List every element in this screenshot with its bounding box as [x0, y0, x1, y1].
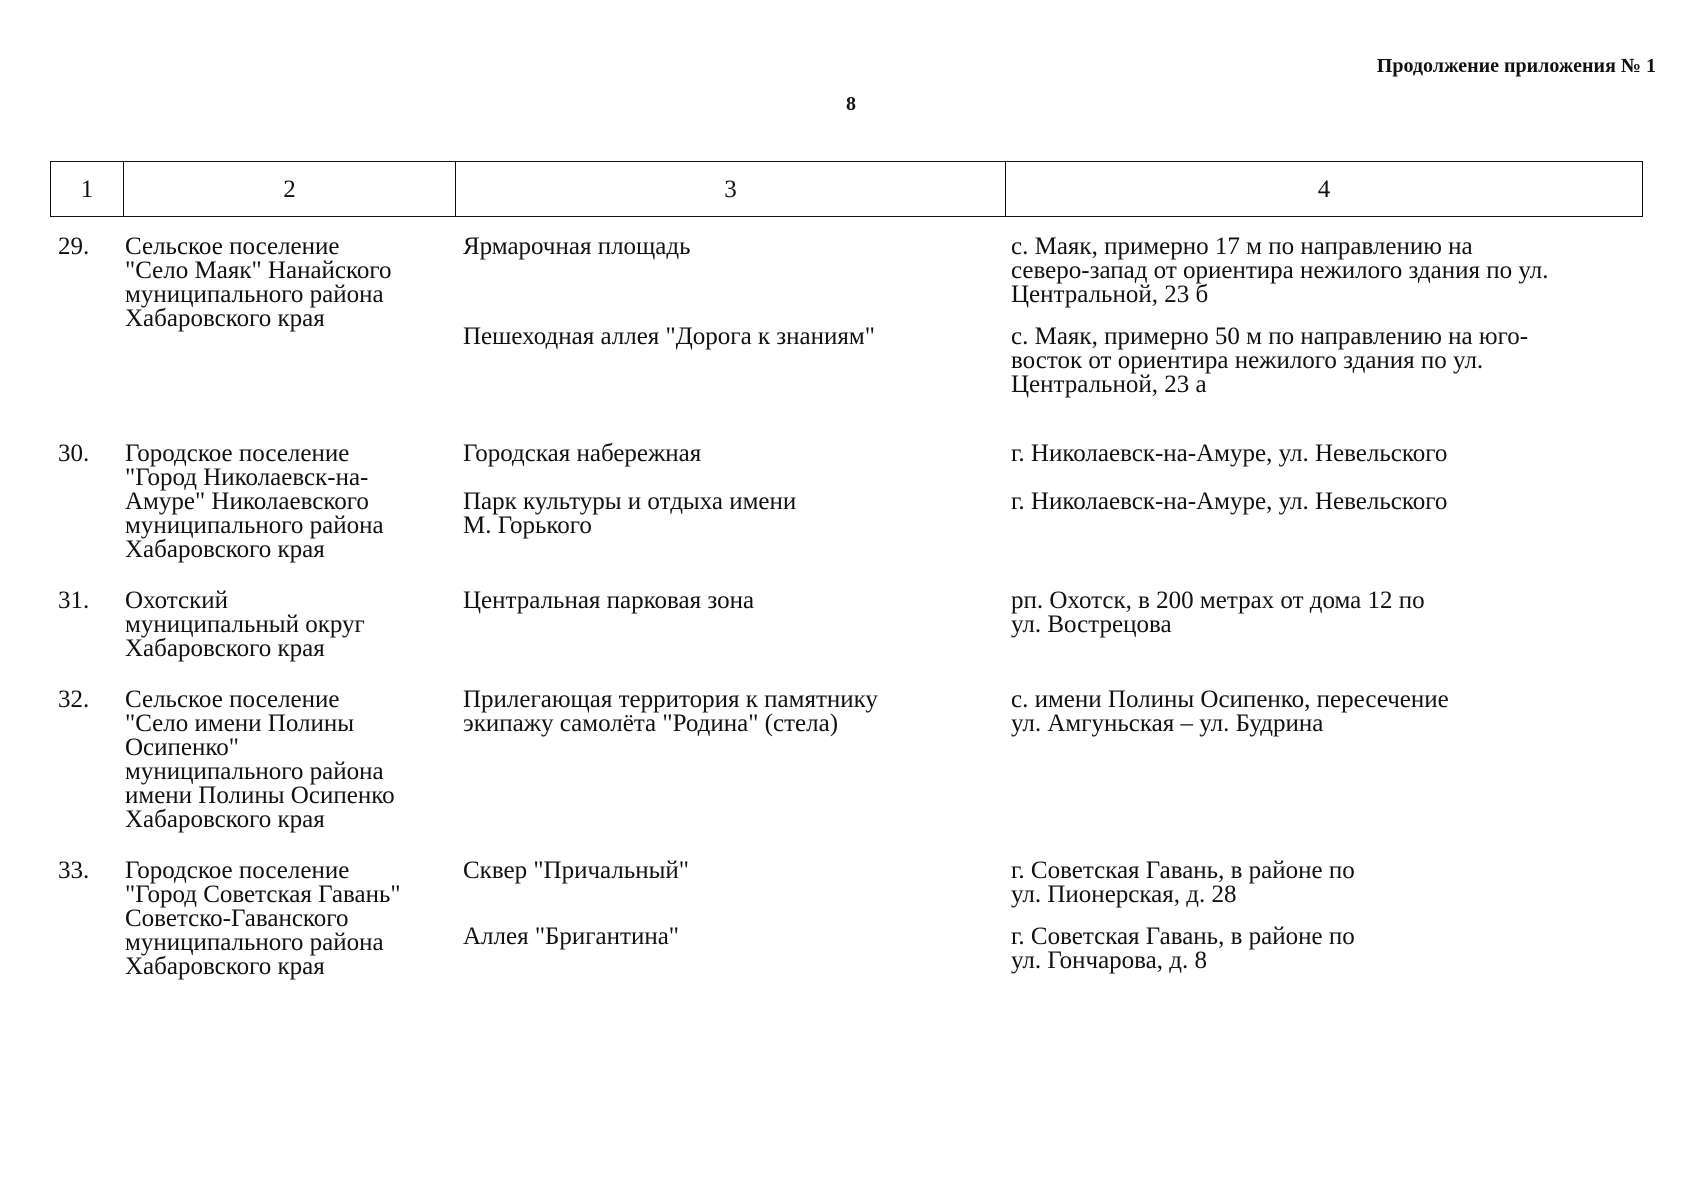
- row-number: 31.: [58, 587, 90, 614]
- object-name: Городская набережная: [463, 440, 702, 467]
- object-address: рп. Охотск, в 200 метрах от дома 12 по ул. Вострецова: [1011, 587, 1425, 638]
- municipality-name: Сельское поселение "Село Маяк" Нанайского муниципального района Хабаровского края: [125, 233, 392, 332]
- object-address: с. имени Полины Осипенко, пересечение ул. Амгуньская – ул. Будрина: [1011, 686, 1449, 737]
- row-entries: [455, 442, 1643, 562]
- column-header-3: 3: [456, 162, 1006, 216]
- object-name: Прилегающая территория к памятнику экипажу самолёта "Родина" (стела): [463, 686, 878, 737]
- object-address: с. Маяк, примерно 50 м по направлению на юго- восток от ориентира нежилого здания по ул. Центральной, 23 а: [1011, 323, 1529, 398]
- column-header-4: 4: [1317, 175, 1331, 203]
- object-address: г. Советская Гавань, в районе по ул. Пионерская, д. 28: [1011, 857, 1355, 908]
- table-row: [50, 442, 1643, 562]
- municipality-name: Охотский муниципальный округ Хабаровского края: [125, 587, 365, 662]
- object-address: г. Советская Гавань, в районе по ул. Гончарова, д. 8: [1011, 923, 1355, 974]
- municipality-name: Городское поселение "Город Советская Гавань" Советско-Гаванского муниципального района Хабаровского края: [125, 857, 401, 980]
- municipality-name: Городское поселение "Город Николаевск-на- Амуре" Николаевского муниципального района Хабаровского края: [125, 440, 384, 563]
- object-name: Аллея "Бригантина": [463, 923, 680, 950]
- table-row: [50, 688, 1643, 832]
- object-address: с. Маяк, примерно 17 м по направлению на северо-запад от ориентира нежилого здания по ул. Центральной, 23 б: [1011, 233, 1549, 308]
- row-number: 29.: [58, 233, 90, 260]
- object-name: Парк культуры и отдыха имени М. Горького: [463, 488, 797, 539]
- column-header-1: 1: [51, 162, 124, 216]
- object-name: Центральная парковая зона: [463, 587, 755, 614]
- object-name: Ярмарочная площадь: [463, 233, 691, 260]
- table-row: [50, 235, 1643, 415]
- row-entries: [455, 688, 1643, 832]
- continuation-label: Продолжение приложения № 1: [1376, 55, 1656, 77]
- municipality-name: Сельское поселение "Село имени Полины Осипенко" муниципального района имени Полины Осипенко Хабаровского края: [125, 686, 395, 833]
- row-number: 33.: [58, 857, 90, 884]
- row-entries: [455, 859, 1643, 991]
- object-name: Пешеходная аллея "Дорога к знаниям": [463, 323, 875, 350]
- row-number: 32.: [58, 686, 90, 713]
- row-number: 30.: [58, 440, 90, 467]
- row-entries: [455, 235, 1643, 415]
- table-row: [50, 589, 1643, 661]
- table-body: [50, 235, 1643, 1018]
- object-address: г. Николаевск-на-Амуре, ул. Невельского: [1011, 440, 1448, 467]
- column-header-2: 2: [124, 162, 456, 216]
- table-header: [50, 161, 1643, 217]
- page-number: 8: [846, 93, 856, 115]
- object-name: Сквер "Причальный": [463, 857, 689, 884]
- object-address: г. Николаевск-на-Амуре, ул. Невельского: [1011, 488, 1448, 515]
- table-row: [50, 859, 1643, 991]
- row-entries: [455, 589, 1643, 661]
